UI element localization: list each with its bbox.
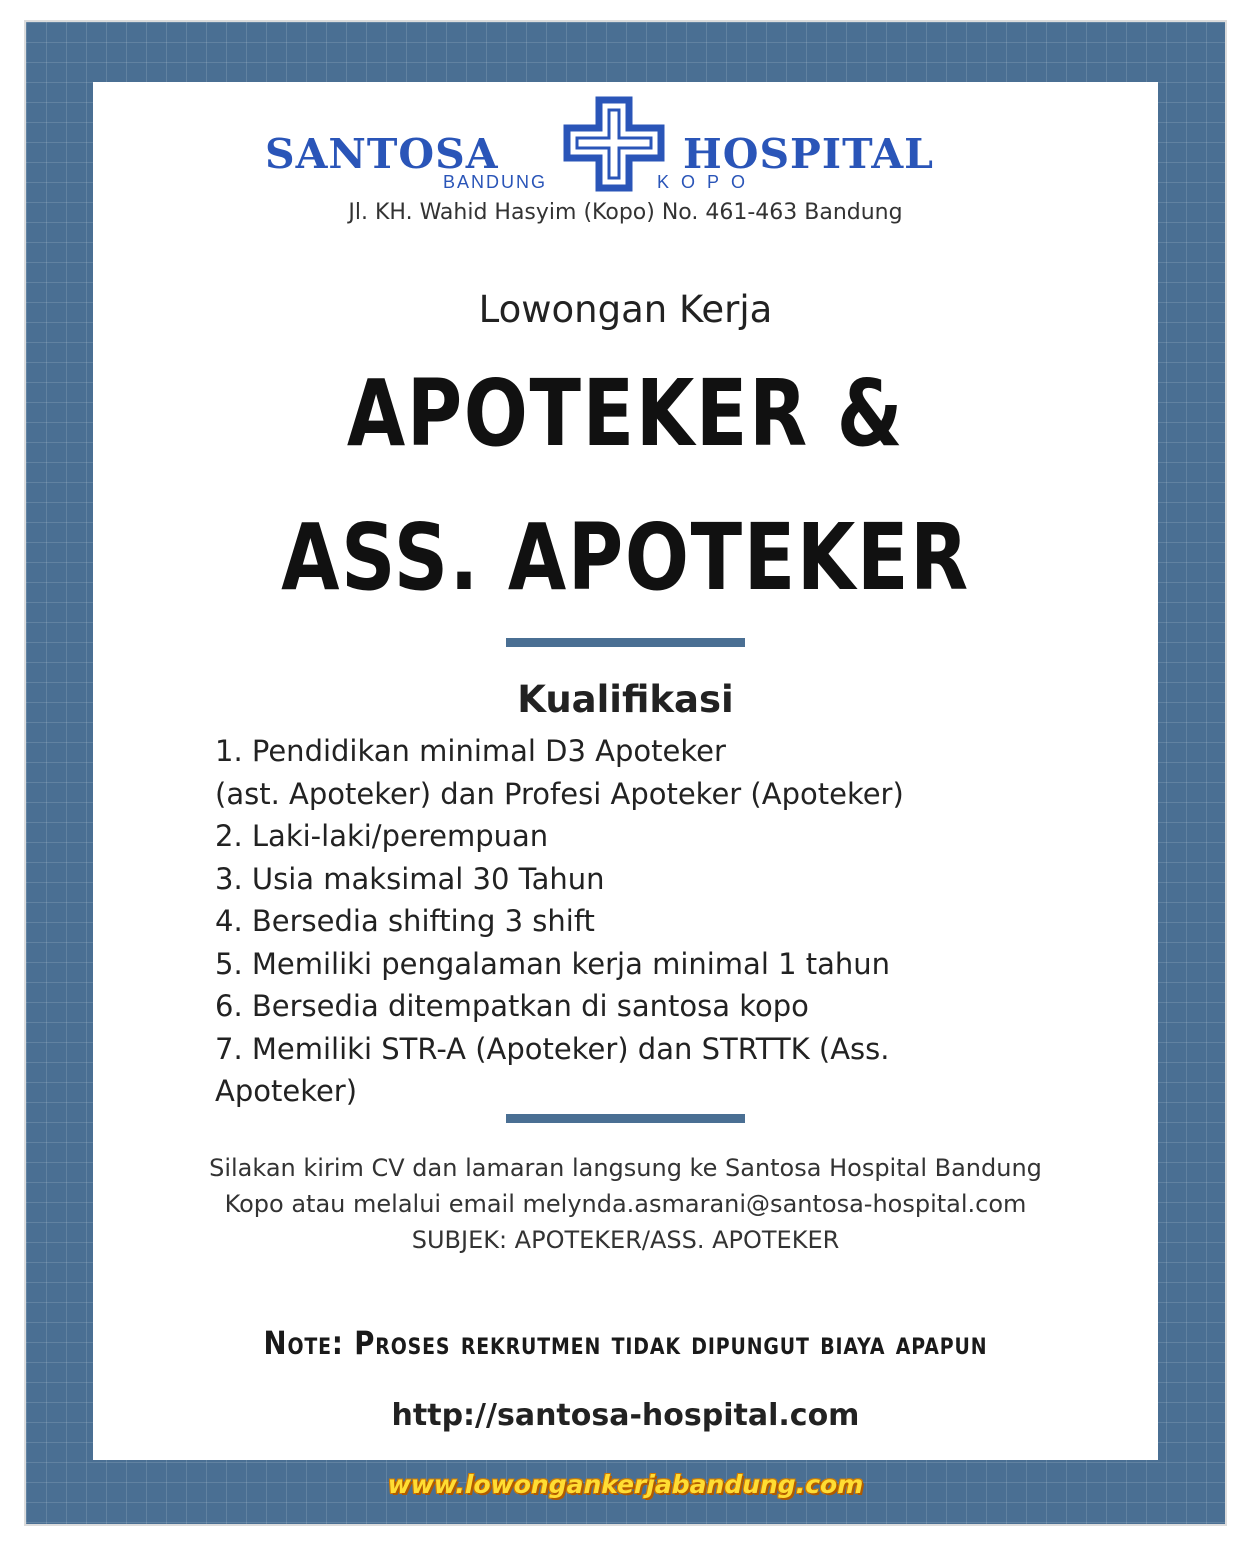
logo-santosa-text: SANTOSA (265, 130, 499, 178)
divider-top (506, 638, 745, 647)
qualification-item: 3. Usia maksimal 30 Tahun (215, 861, 605, 896)
qualification-item: 7. Memiliki STR-A (Apoteker) dan STRTTK (Ass. (215, 1031, 890, 1066)
qualification-item: Apoteker) (215, 1074, 358, 1108)
logo-kopo-text: KOPO (657, 172, 758, 192)
qualifications-title: Kualifikasi (517, 678, 734, 721)
qualifications-list (215, 730, 1035, 1113)
qualification-item: 2. Laki-laki/perempuan (215, 819, 549, 853)
qualification-item: 5. Memiliki pengalaman kerja minimal 1 tahun (215, 946, 891, 981)
divider-bottom (506, 1114, 745, 1123)
logo-hospital-text: HOSPITAL (683, 130, 934, 178)
headline-line-2: ASS. APOTEKER (281, 504, 970, 611)
hospital-address: Jl. KH. Wahid Hasyim (Kopo) No. 461-463 Bandung (348, 200, 903, 225)
contact-line: Silakan kirim CV dan lamaran langsung ke Santosa Hospital Bandung (209, 1154, 1042, 1182)
contact-instructions (93, 1150, 1158, 1258)
medical-cross-icon (561, 96, 667, 192)
qualification-item: 1. Pendidikan minimal D3 Apoteker (215, 734, 726, 768)
website-link[interactable]: http://santosa-hospital.com (391, 1398, 860, 1433)
contact-subject: SUBJEK: APOTEKER/ASS. APOTEKER (411, 1226, 840, 1254)
poster-card (93, 82, 1158, 1460)
logo-bandung-text: BANDUNG (443, 172, 548, 192)
watermark-text: www.lowongankerjabandung.com (387, 1470, 864, 1499)
contact-line: Kopo atau melalui email melynda.asmarani@santosa-hospital.com (224, 1190, 1027, 1218)
qualification-item: (ast. Apoteker) dan Profesi Apoteker (Apoteker) (215, 776, 904, 811)
recruitment-note: Note: Proses rekrutmen tidak dipungut biaya apapun (263, 1324, 988, 1362)
qualification-item: 6. Bersedia ditempatkan di santosa kopo (215, 989, 809, 1023)
hospital-logo (93, 96, 1158, 196)
qualification-item: 4. Bersedia shifting 3 shift (215, 904, 595, 938)
job-subtitle: Lowongan Kerja (478, 288, 773, 331)
headline-line-1: APOTEKER & (346, 360, 905, 467)
